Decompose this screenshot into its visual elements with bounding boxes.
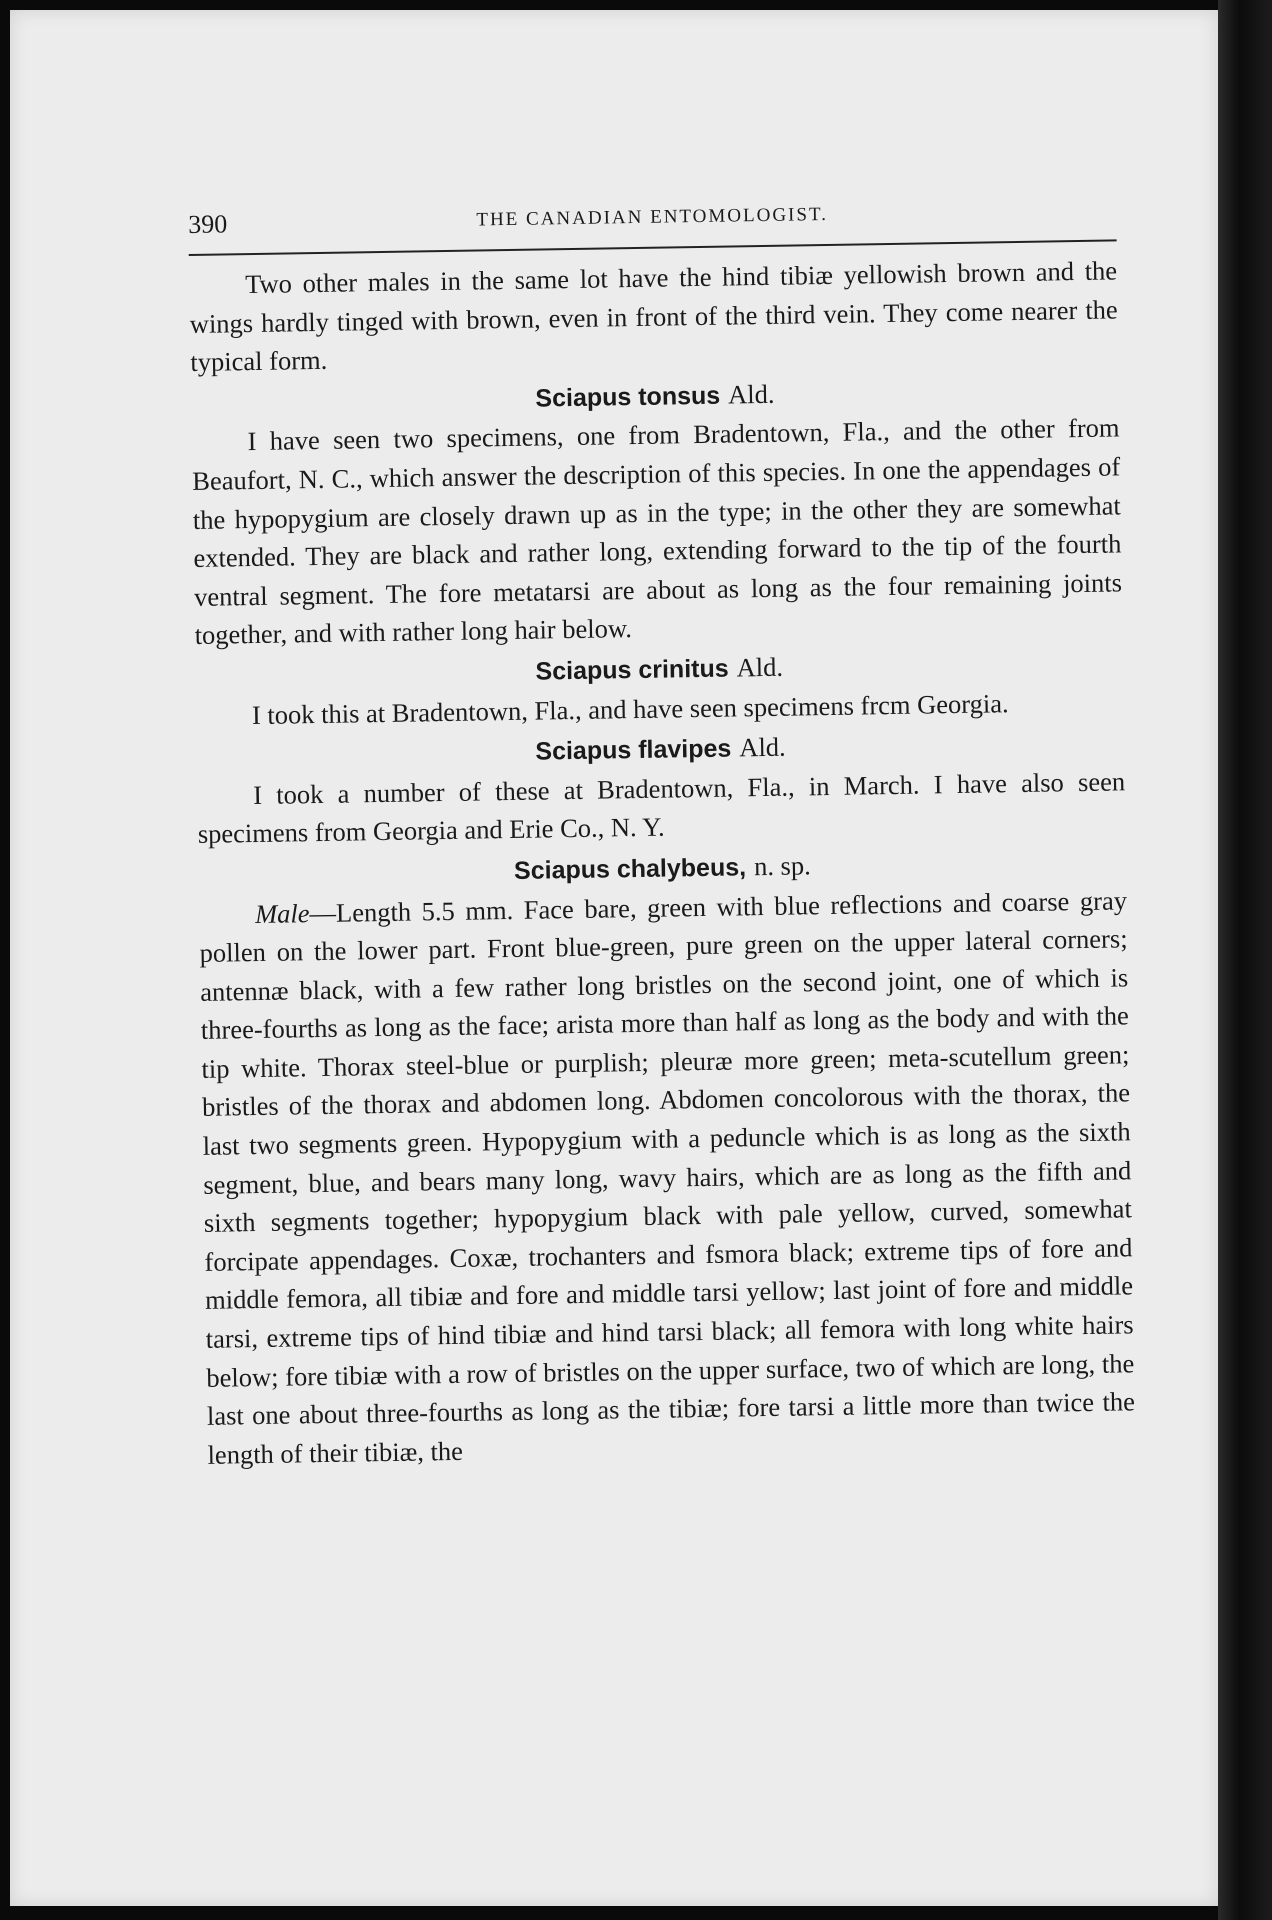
sex-label: Male xyxy=(254,897,310,929)
species-name: Sciapus tonsus xyxy=(535,381,721,413)
paragraph-text: I took this at Bradentown, Fla., and have seen specimens frcm Georgia. xyxy=(251,687,1009,730)
species-author: Ald. xyxy=(727,378,775,410)
paragraph-text: Two other males in the same lot have the hind tibiæ yellowish brown and the wings hardly tinged with brown, even in front of the third vein. They come nearer the typical form. xyxy=(189,255,1118,378)
description-paragraph xyxy=(199,881,1136,1474)
species-name: Sciapus flavipes xyxy=(535,734,732,766)
page-header xyxy=(188,195,1116,248)
paragraph xyxy=(191,409,1123,655)
paragraph xyxy=(197,762,1126,854)
species-name: Sciapus crinitus xyxy=(535,654,729,686)
species-author: n. sp. xyxy=(753,850,811,882)
running-title: THE CANADIAN ENTOMOLOGIST. xyxy=(476,203,829,231)
species-name: Sciapus chalybeus, xyxy=(513,853,747,885)
paragraph xyxy=(189,251,1119,381)
paragraph-text: I have seen two specimens, one from Bradentown, Fla., and the other from Beaufort, N. C., which answer the description of this species. In one the appendages of the hypopygium are closely drawn up as in the type; in the other they are somewhat extended. They are black and rather long, extending forward to the tip of the fourth ventral segment. The fore metatarsi are about as long as the four remaining joints together, and with rather long hair below. xyxy=(192,412,1123,651)
page-content xyxy=(188,195,1136,1474)
page-number: 390 xyxy=(188,209,228,239)
species-author: Ald. xyxy=(739,731,786,763)
paragraph-text: I took a number of these at Bradentown, Fla., in March. I have also seen specimens from Georgia and Erie Co., N. Y. xyxy=(197,766,1126,850)
scan-edge xyxy=(1218,0,1272,1920)
paragraph-text: —Length 5.5 mm. Face bare, green with blue reflections and coarse gray pollen on the lower part. Front blue-green, pure green on the upper lateral corners; antennæ black, with a few rather long bristles on the second joint, one of which is three-fourths as long as the face; arista more than half as long as the body and with the tip white. Thorax steel-blue or purplish; pleuræ more green; meta-scutellum green; bristles of the thorax and abdomen long. Abdomen concolorous with the thorax, the last two segments green. Hypopygium with a peduncle which is as long as the sixth segment, blue, and bears many long, wavy hairs, which are as long as the fifth and sixth segments together; hypopygium black with pale yellow, curved, somewhat forcipate appendages. Coxæ, trochanters and fsmora black; extreme tips of fore and middle femora, all tibiæ and fore and middle tarsi yellow; last joint of fore and middle tarsi, extreme tips of hind tibiæ and hind tarsi black; all femora with long white hairs below; fore tibiæ with a row of bristles on the upper surface, two of which are long, the last one about three-fourths as long as the tibiæ; fore tarsi a little more than twice the length of their tibiæ, the xyxy=(199,884,1136,1470)
book-page xyxy=(10,10,1218,1906)
species-author: Ald. xyxy=(736,651,784,683)
